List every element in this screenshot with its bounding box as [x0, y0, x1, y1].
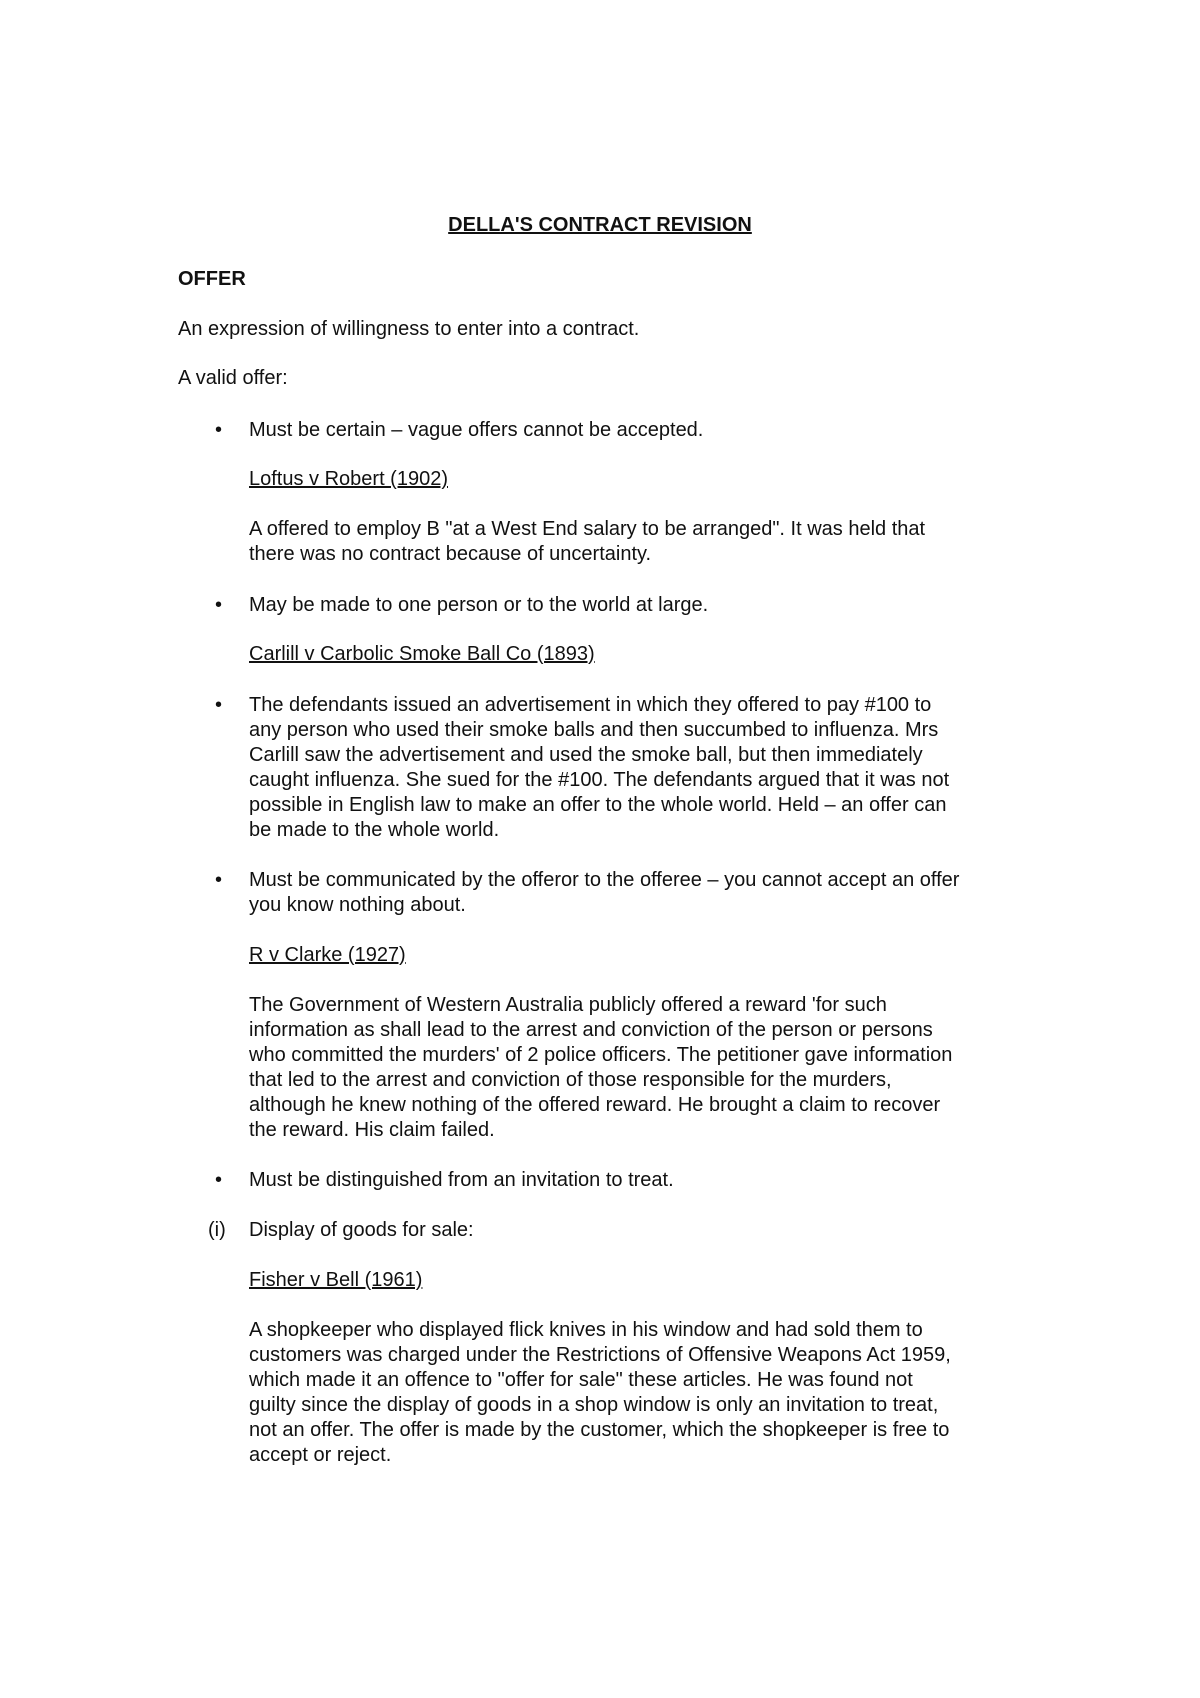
- case-summary-loftus: [249, 517, 925, 567]
- text-line: possible in English law to make an offer to the whole world. Held – an offer can: [249, 794, 947, 816]
- point-invitation-to-treat: Must be distinguished from an invitation to treat.: [249, 1169, 674, 1191]
- valid-offer-label: A valid offer:: [178, 367, 288, 389]
- text-line: who committed the murders' of 2 police officers. The petitioner gave information: [249, 1044, 953, 1066]
- text-line: A offered to employ B "at a West End salary to be arranged". It was held that: [249, 518, 926, 540]
- text-line: information as shall lead to the arrest and conviction of the person or persons: [249, 1019, 933, 1041]
- offer-definition: An expression of willingness to enter into a contract.: [178, 318, 640, 340]
- text-line: there was no contract because of uncertainty.: [249, 543, 652, 565]
- point-certainty: Must be certain – vague offers cannot be accepted.: [249, 419, 704, 441]
- text-line: be made to the whole world.: [249, 819, 500, 841]
- case-name-carlill: Carlill v Carbolic Smoke Ball Co (1893): [249, 643, 595, 665]
- text-line: caught influenza. She sued for the #100. The defendants argued that it was not: [249, 769, 950, 791]
- text-line: any person who used their smoke balls and then succumbed to influenza. Mrs: [249, 719, 939, 741]
- case-name-loftus: Loftus v Robert (1902): [249, 468, 448, 490]
- text-line: you know nothing about.: [249, 894, 466, 916]
- text-line: Carlill saw the advertisement and used the smoke ball, but then immediately: [249, 744, 923, 766]
- case-summary-clarke: [249, 993, 952, 1143]
- text-line: the reward. His claim failed.: [249, 1119, 495, 1141]
- text-line: that led to the arrest and conviction of those responsible for the murders,: [249, 1069, 892, 1091]
- text-line: accept or reject.: [249, 1444, 392, 1466]
- section-heading-offer: OFFER: [178, 268, 246, 290]
- text-line: The defendants issued an advertisement in which they offered to pay #100 to: [249, 694, 932, 716]
- case-summary-fisher: [249, 1318, 951, 1468]
- bullet-icon: •: [215, 869, 223, 891]
- document-title: DELLA'S CONTRACT REVISION: [448, 214, 752, 236]
- case-name-fisher: Fisher v Bell (1961): [249, 1269, 423, 1291]
- text-line: Must be communicated by the offeror to the offeree – you cannot accept an offer: [249, 869, 960, 891]
- point-communication: [249, 868, 959, 918]
- text-line: which made it an offence to "offer for sale" these articles. He was found not: [249, 1369, 913, 1391]
- text-line: customers was charged under the Restrictions of Offensive Weapons Act 1959,: [249, 1344, 951, 1366]
- case-name-clarke: R v Clarke (1927): [249, 944, 406, 966]
- text-line: not an offer. The offer is made by the customer, which the shopkeeper is free to: [249, 1419, 950, 1441]
- bullet-icon: •: [215, 594, 223, 616]
- text-line: although he knew nothing of the offered reward. He brought a claim to recover: [249, 1094, 941, 1116]
- text-line: A shopkeeper who displayed flick knives in his window and had sold them to: [249, 1319, 923, 1341]
- text-line: The Government of Western Australia publicly offered a reward 'for such: [249, 994, 887, 1016]
- case-summary-carlill: [249, 693, 949, 843]
- bullet-icon: •: [215, 1169, 223, 1191]
- bullet-icon: •: [215, 694, 223, 716]
- point-world-at-large: May be made to one person or to the world at large.: [249, 594, 709, 616]
- sub-item-marker: (i): [208, 1219, 226, 1241]
- sub-item-display-of-goods: Display of goods for sale:: [249, 1219, 474, 1241]
- text-line: guilty since the display of goods in a shop window is only an invitation to treat,: [249, 1394, 939, 1416]
- bullet-icon: •: [215, 419, 223, 441]
